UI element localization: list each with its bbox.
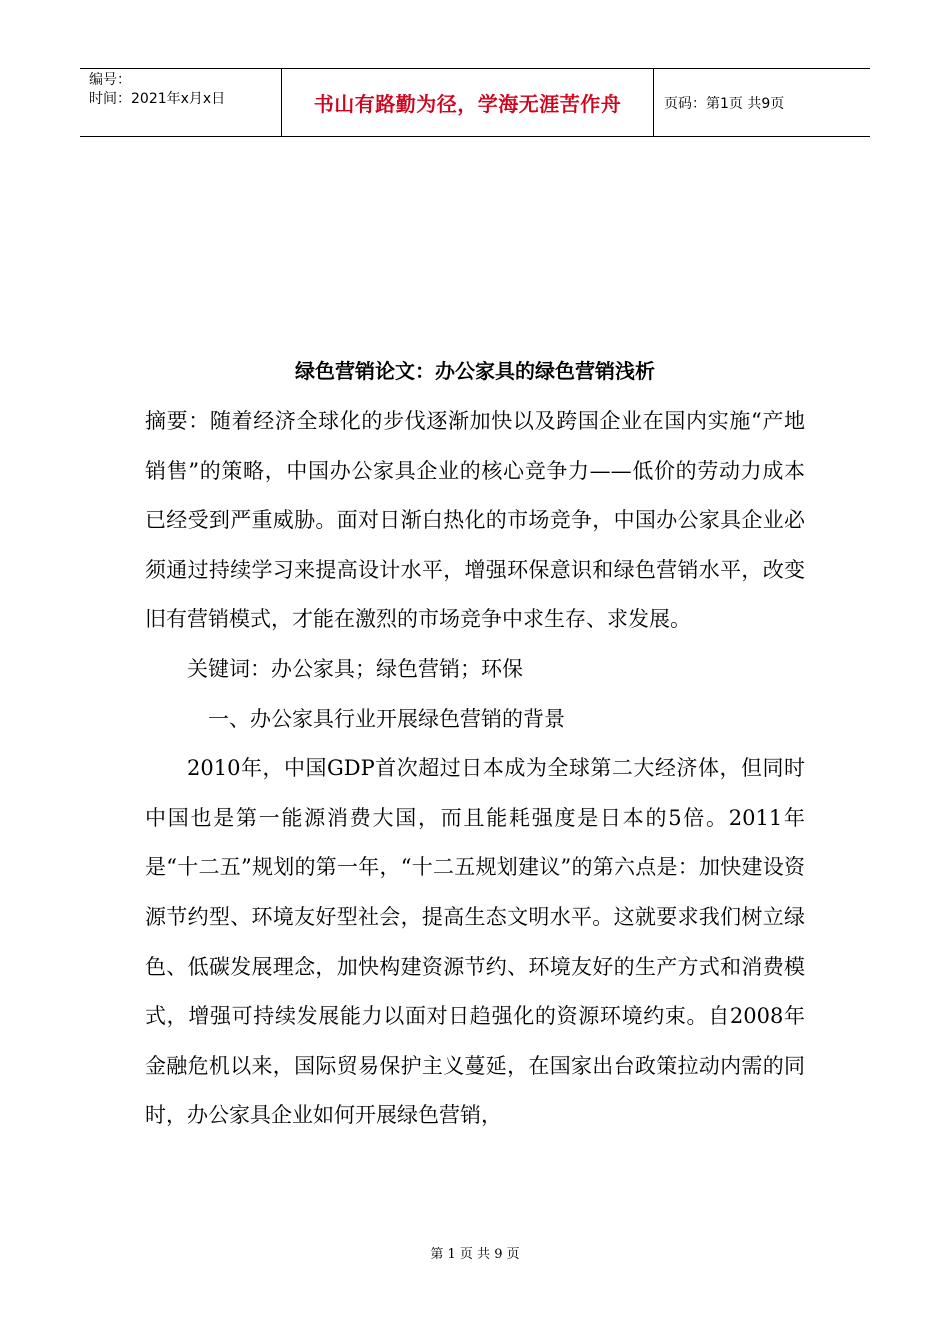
header-page-cell [654,69,870,136]
keywords-line: 关键词：办公家具；绿色营销；环保 [187,656,523,681]
document-body [145,397,805,1141]
header-motto-cell [282,69,654,136]
header-motto: 书山有路勤为径，学海无涯苦作舟 [313,92,622,116]
header-meta-cell [80,69,282,136]
header-page-info: 页码：第1页 共9页 [664,95,785,112]
abstract-paragraph: 摘要：随着经济全球化的步伐逐渐加快以及跨国企业在国内实施“产地销售”的策略，中国办公家具企业的核心竞争力——低价的劳动力成本已经受到严重威胁。面对日渐白热化的市场竞争，中国办公家具企业必须通过持续学习来提高设计水平，增强环保意识和绿色营销水平，改变旧有营销模式，才能在激烈的市场竞争中求生存、求发展。 [145,409,805,632]
section-heading: 一、办公家具行业开展绿色营销的背景 [208,706,565,731]
page-footer: 第 1 页 共 9 页 [430,1247,520,1262]
document-time-label: 时间：2021年x月x日 [89,91,226,107]
body-paragraph: 2010年，中国GDP首次超过日本成为全球第二大经济体，但同时中国也是第一能源消费大国，而且能耗强度是日本的5倍。2011年是“十二五”规划的第一年，“十二五规划建议”的第六点是：加快建设资源节约型、环境友好型社会，提高生态文明水平。这就要求我们树立绿色、低碳发展理念，加快构建资源节约、环境友好的生产方式和消费模式，增强可持续发展能力以面对日趋强化的资源环境约束。自2008年金融危机以来，国际贸易保护主义蔓延，在国家出台政策拉动内需的同时，办公家具企业如何开展绿色营销， [145,756,805,1128]
document-title: 绿色营销论文：办公家具的绿色营销浅析 [295,359,655,383]
page-header [80,68,870,137]
document-number-label: 编号： [89,72,131,88]
